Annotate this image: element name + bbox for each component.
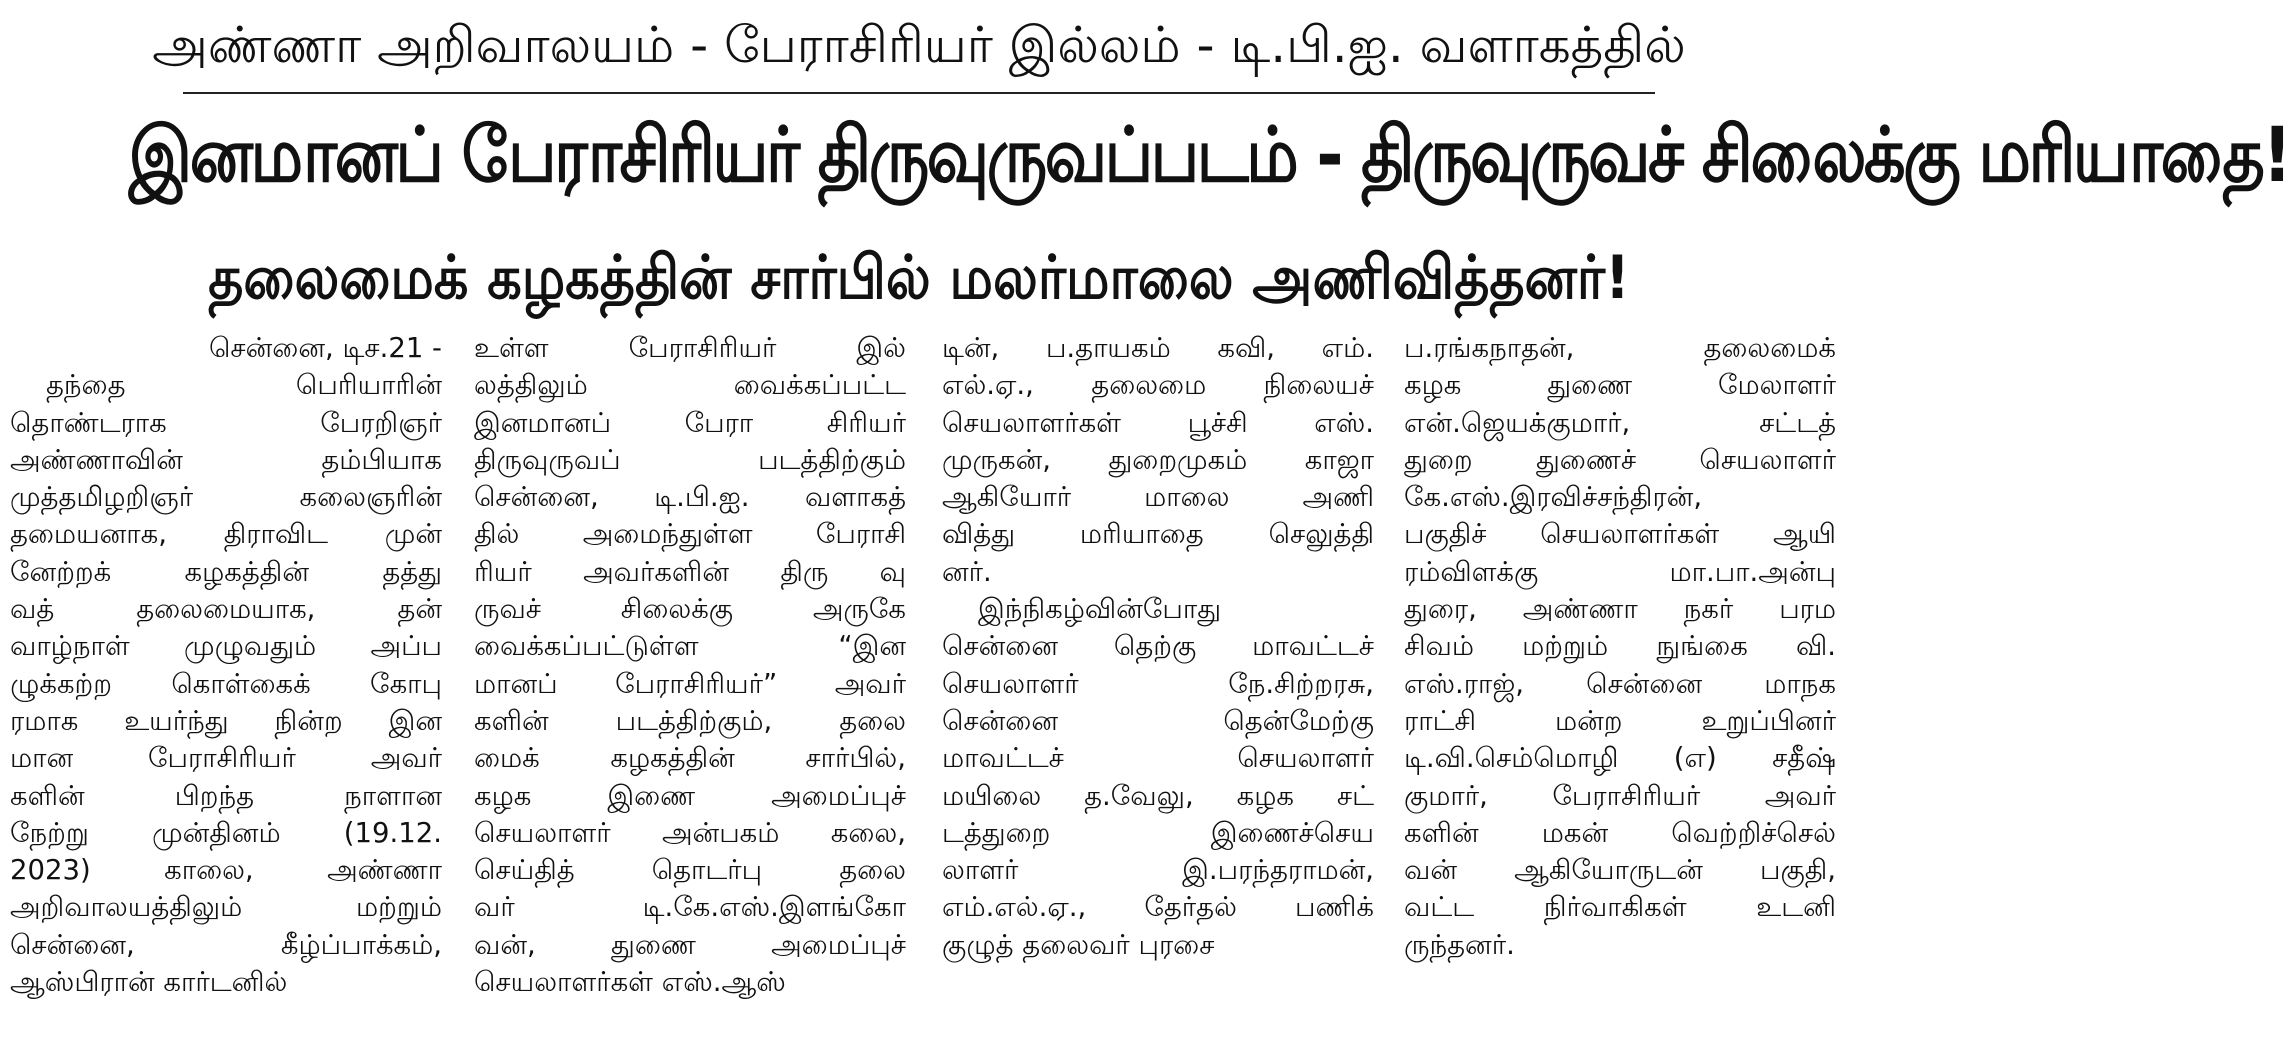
text-line: உள்ள பேராசிரியர் இல்: [474, 332, 906, 364]
text-line: ரமாக உயர்ந்து நின்ற இன: [10, 704, 442, 737]
text-line: இந்நிகழ்வின்போது: [978, 593, 1222, 626]
text-line: செயலாளர் நே.சிற்றரசு,: [942, 667, 1374, 700]
text-line: ராட்சி மன்ற உறுப்பினர்: [1404, 704, 1836, 737]
article-column-3: [942, 330, 1374, 1050]
text-line: வித்து மரியாதை செலுத்தி: [942, 518, 1374, 551]
text-line: தொண்டராக பேரறிஞர்: [10, 406, 442, 439]
text-line: வத் தலைமையாக, தன்: [10, 593, 442, 626]
text-line: வைக்கப்பட்டுள்ள “இன: [474, 630, 906, 663]
kicker-underline: [183, 92, 1655, 94]
text-line: ப.ரங்கநாதன், தலைமைக்: [1404, 332, 1836, 364]
text-line: மைக் கழகத்தின் சார்பில்,: [474, 742, 906, 775]
text-line: வாழ்நாள் முழுவதும் அப்ப: [10, 630, 442, 663]
text-line: மான பேராசிரியர் அவர்: [10, 742, 442, 775]
text-line: இனமானப் பேரா சிரியர்: [474, 406, 906, 439]
text-line: முத்தமிழறிஞர் கலைஞரின்: [10, 481, 442, 514]
text-line: வன், துணை அமைப்புச்: [474, 928, 906, 961]
text-line: டத்துறை இணைச்செய: [942, 816, 1374, 849]
kicker-headline: அண்ணா அறிவாலயம் - பேராசிரியர் இல்லம் - டி.பி.ஐ. வளாகத்தில்: [152, 16, 1686, 74]
text-line: களின் படத்திற்கும், தலை: [474, 704, 906, 737]
text-line: எல்.ஏ., தலைமை நிலையச்: [942, 369, 1374, 402]
text-line: எஸ்.ராஜ், சென்னை மாநக: [1404, 667, 1836, 700]
text-line: முருகன், துறைமுகம் காஜா: [942, 443, 1374, 476]
text-line: அறிவாலயத்திலும் மற்றும்: [10, 891, 442, 924]
text-line: சென்னை தென்மேற்கு: [942, 704, 1374, 737]
text-line: ஆகியோர் மாலை அணி: [942, 481, 1374, 514]
text-line: செயலாளர் அன்பகம் கலை,: [474, 816, 906, 849]
text-line: 2023) காலை, அண்ணா: [10, 854, 442, 887]
text-line: கே.எஸ்.இரவிச்சந்திரன்,: [1404, 481, 1703, 514]
text-line: அண்ணாவின் தம்பியாக: [10, 443, 442, 476]
text-line: குழுத் தலைவர் புரசை: [942, 928, 1215, 961]
text-line: சென்னை, டி.பி.ஐ. வளாகத்: [474, 481, 906, 514]
sub-headline: தலைமைக் கழகத்தின் சார்பில் மலர்மாலை அணிவித்தனர்!: [208, 243, 1630, 313]
text-line: செயலாளர்கள் பூச்சி எஸ்.: [942, 406, 1374, 439]
text-line: குமார், பேராசிரியர் அவர்: [1404, 779, 1836, 812]
text-line: வர் டி.கே.எஸ்.இளங்கோ: [474, 891, 906, 924]
text-line: சென்னை தெற்கு மாவட்டச்: [942, 630, 1374, 663]
text-line: லாளர் இ.பரந்தராமன்,: [942, 854, 1374, 887]
text-line: சென்னை, கீழ்ப்பாக்கம்,: [10, 928, 442, 961]
text-line: ஆஸ்பிரான் கார்டனில்: [10, 966, 288, 999]
text-line: ருவச் சிலைக்கு அருகே: [474, 593, 906, 626]
text-line: சென்னை, டிச.21 -: [209, 332, 442, 364]
text-line: செயலாளர்கள் எஸ்.ஆஸ்: [474, 966, 786, 999]
text-line: செய்தித் தொடர்பு தலை: [474, 854, 906, 887]
text-line: சிவம் மற்றும் நுங்கை வி.: [1404, 630, 1836, 663]
text-line: பகுதிச் செயலாளர்கள் ஆயி: [1404, 518, 1836, 551]
text-line: லத்திலும் வைக்கப்பட்ட: [474, 369, 906, 402]
text-line: கழக துணை மேலாளர்: [1404, 369, 1836, 402]
text-line: திருவுருவப் படத்திற்கும்: [474, 443, 906, 476]
text-line: துறை துணைச் செயலாளர்: [1404, 443, 1836, 476]
text-line: டி.வி.செம்மொழி (எ) சதீஷ்: [1404, 742, 1836, 775]
text-line: ரம்விளக்கு மா.பா.அன்பு: [1404, 555, 1836, 588]
text-line: ரியர் அவர்களின் திரு வு: [474, 555, 906, 588]
text-line: தமையனாக, திராவிட முன்: [10, 518, 442, 551]
text-line: ழுக்கற்ற கொள்கைக் கோபு: [10, 667, 442, 700]
text-line: மயிலை த.வேலு, கழக சட்: [942, 779, 1374, 812]
text-line: என்.ஜெயக்குமார், சட்டத்: [1404, 406, 1836, 439]
text-line: டின், ப.தாயகம் கவி, எம்.: [942, 332, 1374, 364]
text-line: எம்.எல்.ஏ., தேர்தல் பணிக்: [942, 891, 1374, 924]
text-line: வட்ட நிர்வாகிகள் உடனி: [1404, 891, 1836, 924]
text-line: மானப் பேராசிரியர்” அவர்: [474, 667, 906, 700]
article-column-1: [10, 330, 442, 1050]
article-column-4: [1404, 330, 1836, 1050]
text-line: மாவட்டச் செயலாளர்: [942, 742, 1374, 775]
text-line: ருந்தனர்.: [1404, 928, 1515, 961]
text-line: தந்தை பெரியாரின்: [46, 369, 442, 402]
text-line: துரை, அண்ணா நகர் பரம: [1404, 593, 1836, 626]
text-line: களின் பிறந்த நாளான: [10, 779, 442, 812]
text-line: கழக இணை அமைப்புச்: [474, 779, 906, 812]
text-line: தில் அமைந்துள்ள பேராசி: [474, 518, 906, 551]
text-line: வன் ஆகியோருடன் பகுதி,: [1404, 854, 1836, 887]
text-line: களின் மகன் வெற்றிச்செல்: [1404, 816, 1836, 849]
text-line: னர்.: [942, 555, 992, 588]
text-line: நேற்று முன்தினம் (19.12.: [10, 816, 442, 849]
text-line: னேற்றக் கழகத்தின் தத்து: [10, 555, 442, 588]
main-headline: இனமானப் பேராசிரியர் திருவுருவப்படம் - திருவுருவச் சிலைக்கு மரியாதை!: [128, 110, 2290, 199]
article-column-2: [474, 330, 906, 1050]
